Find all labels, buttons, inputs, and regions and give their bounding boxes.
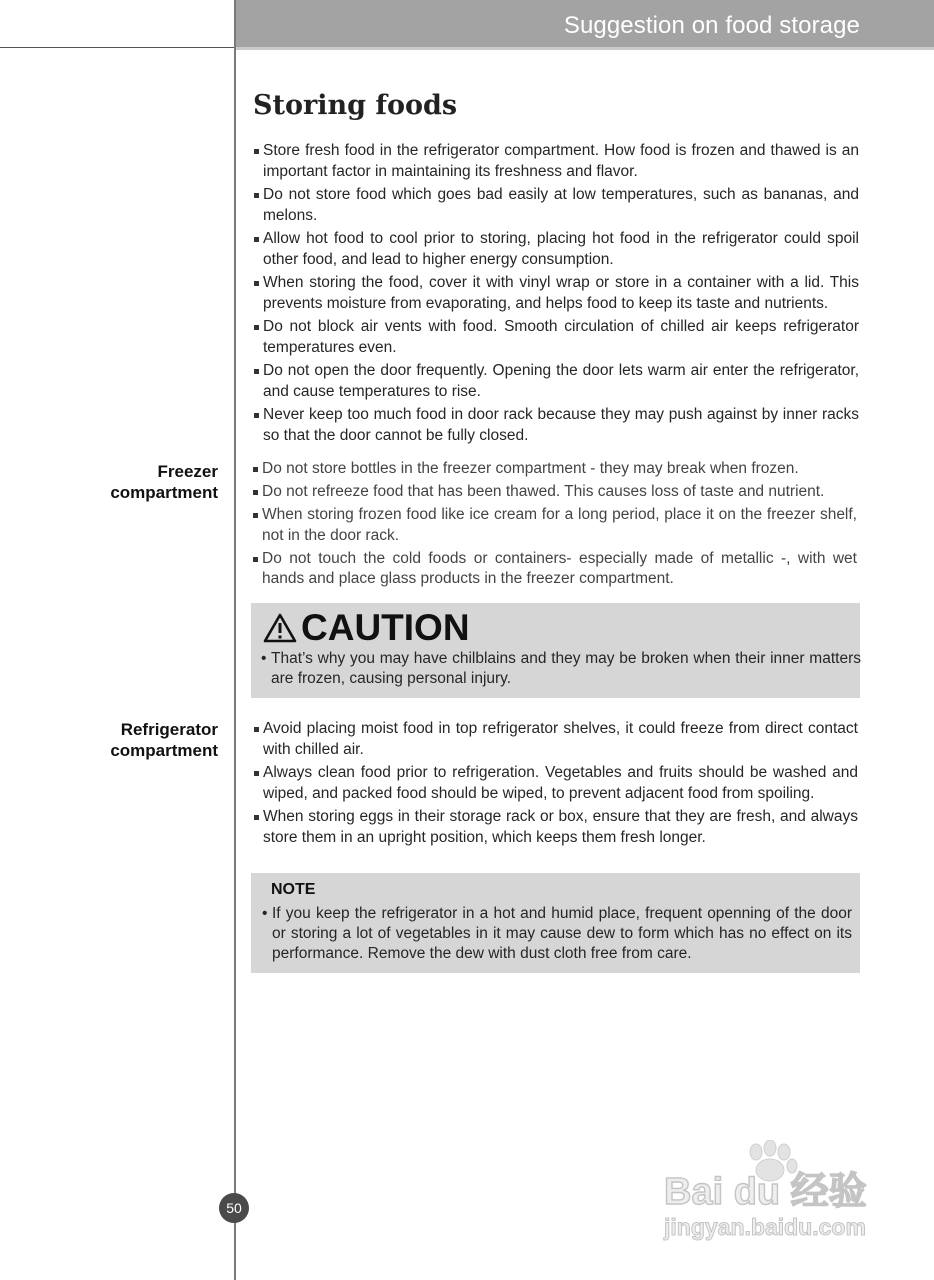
- freezer-compartment-label: [110, 461, 218, 503]
- refrigerator-compartment-label: [110, 719, 218, 761]
- header-bar: [235, 0, 934, 50]
- list-item: Always clean food prior to refrigeration. Vegetables and fruits should be washed and wiped, and packed food should be wiped, to prevent adjacent food from spoiling.: [253, 763, 858, 804]
- note-box: [251, 873, 860, 973]
- watermark-url: jingyan.baidu.com: [664, 1214, 866, 1240]
- baidu-watermark: [660, 1140, 890, 1250]
- storing-foods-list: [253, 141, 859, 449]
- caution-heading: [263, 607, 470, 649]
- list-item: Do not touch the cold foods or containers- especially made of metallic -, with wet hands and place glass products in the freezer compartment.: [252, 549, 857, 590]
- page-title: Storing foods: [253, 90, 458, 121]
- freezer-list: [252, 459, 857, 592]
- label-line: Freezer: [157, 462, 218, 481]
- list-item: Do not refreeze food that has been thawed. This causes loss of taste and nutrient.: [252, 482, 857, 503]
- list-item: When storing frozen food like ice cream for a long period, place it on the freezer shelf, not in the door rack.: [252, 505, 857, 546]
- caution-box: [251, 603, 860, 698]
- list-item: Avoid placing moist food in top refrigerator shelves, it could freeze from direct contact with chilled air.: [253, 719, 858, 760]
- list-item: When storing the food, cover it with vinyl wrap or store in a container with a lid. This prevents moisture from evaporating, and helps food to keep its taste and nutrients.: [253, 273, 859, 314]
- warning-triangle-icon: [263, 613, 297, 643]
- list-item: Allow hot food to cool prior to storing, placing hot food in the refrigerator could spoil other food, and lead to higher energy consumption.: [253, 229, 859, 270]
- caution-title: CAUTION: [301, 607, 470, 648]
- label-line: Refrigerator: [120, 720, 218, 739]
- page-number-badge: 50: [219, 1193, 249, 1223]
- margin-divider: [234, 0, 236, 1280]
- label-line: compartment: [110, 483, 218, 502]
- list-item: Never keep too much food in door rack because they may push against by inner racks so that the door cannot be fully closed.: [253, 405, 859, 446]
- refrigerator-list: [253, 719, 858, 851]
- list-item: When storing eggs in their storage rack or box, ensure that they are fresh, and always store them in an upright position, which keeps them fresh longer.: [253, 807, 858, 848]
- list-item: Do not store food which goes bad easily at low temperatures, such as bananas, and melons.: [253, 185, 859, 226]
- watermark-brand: Bai du 经验: [664, 1171, 867, 1213]
- caution-text: • That’s why you may have chilblains and they may be broken when their inner matters are frozen, causing personal injury.: [261, 649, 861, 689]
- list-item: Do not open the door frequently. Opening the door lets warm air enter the refrigerator, and cause temperatures to rise.: [253, 361, 859, 402]
- list-item: Store fresh food in the refrigerator compartment. How food is frozen and thawed is an important factor in maintaining its freshness and flavor.: [253, 141, 859, 182]
- list-item: Do not block air vents with food. Smooth circulation of chilled air keeps refrigerator temperatures even.: [253, 317, 859, 358]
- list-item: Do not store bottles in the freezer compartment - they may break when frozen.: [252, 459, 857, 480]
- note-text: • If you keep the refrigerator in a hot and humid place, frequent openning of the door or storing a lot of vegetables in it may cause dew to form which has no effect on its performance. Remove the dew with dust cloth free from care.: [262, 904, 852, 964]
- label-line: compartment: [110, 741, 218, 760]
- note-title: NOTE: [271, 881, 316, 898]
- header-left-rule: [0, 47, 236, 48]
- section-title: Suggestion on food storage: [563, 12, 860, 39]
